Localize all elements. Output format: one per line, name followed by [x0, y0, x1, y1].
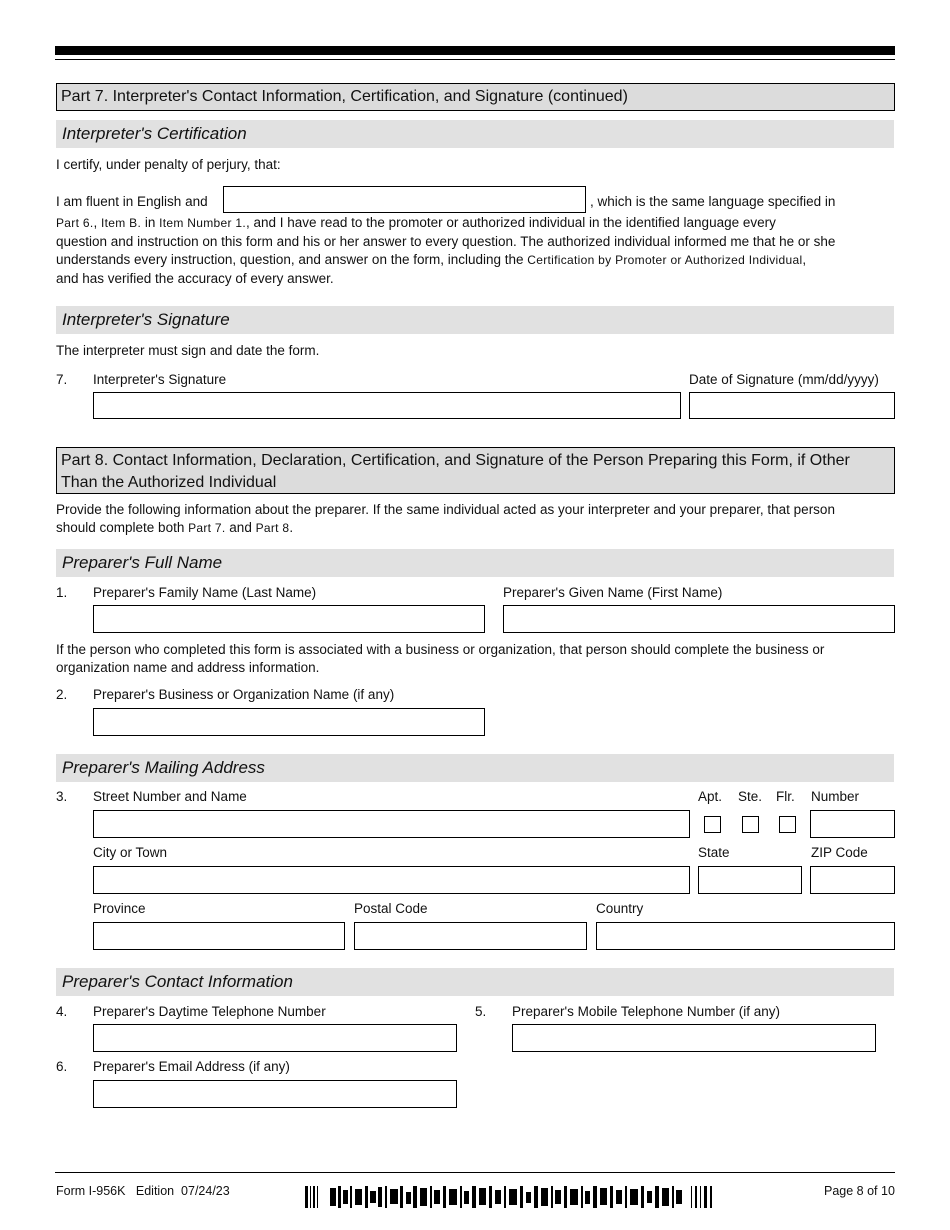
postal-code-label: Postal Code	[354, 901, 428, 916]
top-rule-thick	[55, 46, 895, 55]
part7-header: Part 7. Interpreter's Contact Information, Certification, and Signature (continued)	[56, 83, 895, 111]
date-of-signature-label: Date of Signature (mm/dd/yyyy)	[689, 372, 879, 387]
para-line4-b: ,	[802, 252, 807, 267]
mobile-phone-field[interactable]	[512, 1024, 876, 1052]
interpreter-signature-title: Interpreter's Signature	[56, 306, 894, 334]
street-field[interactable]	[93, 810, 690, 838]
sign-instruction: The interpreter must sign and date the form.	[56, 343, 320, 358]
ref-in: in	[141, 215, 160, 230]
preparer-full-name-title: Preparer's Full Name	[56, 549, 894, 577]
part8-header: Part 8. Contact Information, Declaration, Certification, and Signature of the Person Preparing this Form, if Other Than the Authorized Individual	[56, 447, 895, 494]
email-label: Preparer's Email Address (if any)	[93, 1059, 290, 1074]
certification-paragraph-line2: Part 6., Item B. in Item Number 1., and I have read to the promoter or authorized individual in the identified language every	[56, 215, 776, 230]
given-name-field[interactable]	[503, 605, 895, 633]
interpreter-signature-field[interactable]	[93, 392, 681, 419]
postal-code-field[interactable]	[354, 922, 587, 950]
flr-label: Flr.	[776, 789, 795, 804]
zip-field[interactable]	[810, 866, 895, 894]
mobile-phone-label: Preparer's Mobile Telephone Number (if any)	[512, 1004, 780, 1019]
page-number: Page 8 of 10	[824, 1184, 895, 1198]
preparer-mailing-address-title: Preparer's Mailing Address	[56, 754, 894, 782]
ref-item-number: Item Number 1.	[159, 216, 247, 230]
business-note-line2: organization name and address information.	[56, 660, 320, 675]
certification-paragraph-line5: and has verified the accuracy of every answer.	[56, 271, 334, 286]
given-name-label: Preparer's Given Name (First Name)	[503, 585, 723, 600]
business-name-label: Preparer's Business or Organization Name (if any)	[93, 687, 395, 702]
language-input[interactable]	[223, 186, 586, 213]
zip-label: ZIP Code	[811, 845, 868, 860]
item3-number: 3.	[56, 789, 68, 804]
flr-checkbox[interactable]	[779, 816, 796, 833]
unit-number-field[interactable]	[810, 810, 895, 838]
intro-part8-ref: Part 8	[255, 521, 290, 535]
family-name-field[interactable]	[93, 605, 485, 633]
item5-number: 5.	[475, 1004, 487, 1019]
email-field[interactable]	[93, 1080, 457, 1108]
part8-intro-line2	[56, 519, 293, 537]
date-of-signature-field[interactable]	[689, 392, 895, 419]
certify-intro: I certify, under penalty of perjury, that:	[56, 157, 281, 172]
item4-number: 4.	[56, 1004, 68, 1019]
cert-ref: Certification by Promoter or Authorized Individual	[527, 253, 803, 267]
interpreter-certification-title: Interpreter's Certification	[56, 120, 894, 148]
apt-checkbox[interactable]	[704, 816, 721, 833]
intro-and: and	[225, 520, 256, 535]
interpreter-signature-label: Interpreter's Signature	[93, 372, 227, 387]
preparer-contact-title: Preparer's Contact Information	[56, 968, 894, 996]
business-name-field[interactable]	[93, 708, 485, 736]
city-label: City or Town	[93, 845, 168, 860]
daytime-phone-label: Preparer's Daytime Telephone Number	[93, 1004, 326, 1019]
street-label: Street Number and Name	[93, 789, 247, 804]
business-note-line1: If the person who completed this form is associated with a business or organization, that person should complete the business or	[56, 642, 825, 657]
item6-number: 6.	[56, 1059, 68, 1074]
state-field[interactable]	[698, 866, 802, 894]
ref-itemb: Item B.	[100, 216, 142, 230]
ste-label: Ste.	[738, 789, 763, 804]
province-field[interactable]	[93, 922, 345, 950]
certification-paragraph-line4	[56, 251, 806, 269]
item2-number: 2.	[56, 687, 68, 702]
para-line4-a: understands every instruction, question, and answer on the form, including the	[56, 252, 528, 267]
ste-checkbox[interactable]	[742, 816, 759, 833]
intro-part7-ref: Part 7.	[188, 521, 226, 535]
top-rule-thin	[55, 59, 895, 60]
footer-rule	[55, 1172, 895, 1173]
country-label: Country	[596, 901, 644, 916]
form-edition: Form I-956K Edition 07/24/23	[56, 1184, 230, 1198]
fluent-post-text: , which is the same language specified in	[590, 194, 836, 209]
item1-number: 1.	[56, 585, 68, 600]
country-field[interactable]	[596, 922, 895, 950]
fluent-pre-text: I am fluent in English and	[56, 194, 208, 209]
daytime-phone-field[interactable]	[93, 1024, 457, 1052]
state-label: State	[698, 845, 730, 860]
barcode	[305, 1186, 715, 1208]
certification-paragraph-line3: question and instruction on this form and his or her answer to every question. The authorized individual informed me that he or she	[56, 234, 836, 249]
city-field[interactable]	[93, 866, 690, 894]
part8-intro-line1: Provide the following information about the preparer. If the same individual acted as your interpreter and your preparer, that person	[56, 502, 835, 517]
para-rest1: , and I have read to the promoter or authorized individual in the identified language every	[246, 215, 776, 230]
province-label: Province	[93, 901, 146, 916]
family-name-label: Preparer's Family Name (Last Name)	[93, 585, 317, 600]
number-label: Number	[811, 789, 860, 804]
intro-line2-a: should complete both	[56, 520, 189, 535]
ref-part6: Part 6.	[56, 216, 94, 230]
apt-label: Apt.	[698, 789, 723, 804]
item7-number: 7.	[56, 372, 68, 387]
intro-end: .	[289, 520, 294, 535]
